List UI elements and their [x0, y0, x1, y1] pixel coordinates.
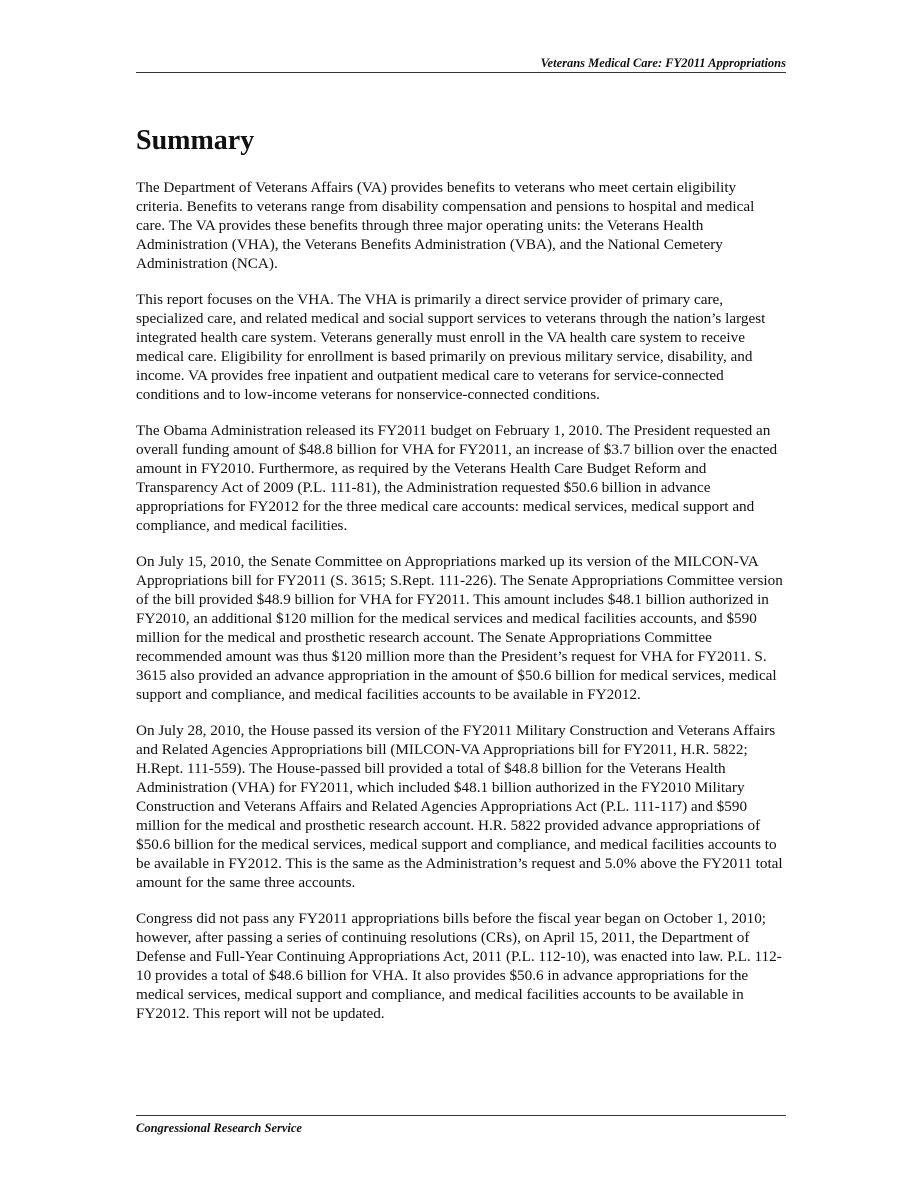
summary-body	[136, 178, 786, 1040]
paragraph-house-action: On July 28, 2010, the House passed its version of the FY2011 Military Construction and Veterans Affairs and Related Agencies Appropriations bill (MILCON-VA Appropriations bill for FY2011, H.R. 5822; H.Rept. 111-559). The House-passed bill provided a total of $48.8 billion for the Veterans Health Administration (VHA) for FY2011, which included $48.1 billion authorized in the FY2010 Military Construction and Veterans Affairs and Related Agencies Appropriations Act (P.L. 111-117) and $590 million for the medical and prosthetic research account. H.R. 5822 provided advance appropriations of $50.6 billion for the medical services, medical support and compliance, and medical facilities accounts to be available in FY2012. This is the same as the Administration’s request and 5.0% above the FY2011 total amount for the same three accounts.	[136, 722, 783, 891]
paragraph-senate-action: On July 15, 2010, the Senate Committee on Appropriations marked up its version of the MILCON-VA Appropriations bill for FY2011 (S. 3615; S.Rept. 111-226). The Senate Appropriations Committee version of the bill provided $48.9 billion for VHA for FY2011. This amount includes $48.1 billion authorized in FY2010, an additional $120 million for the medical services and medical facilities accounts, and $590 million for the medical and prosthetic research account. The Senate Appropriations Committee recommended amount was thus $120 million more than the President’s request for VHA for FY2011. S. 3615 also provided an advance appropriation in the amount of $50.6 billion for medical services, medical support and compliance, and medical facilities accounts to be available in FY2012.	[136, 553, 783, 703]
footer-divider	[136, 1115, 786, 1116]
page-title: Summary	[136, 125, 255, 156]
header-divider	[136, 72, 786, 73]
paragraph-va-overview: The Department of Veterans Affairs (VA) provides benefits to veterans who meet certain eligibility criteria. Benefits to veterans range from disability compensation and pensions to hospital and medical care. The VA provides these benefits through three major operating units: the Veterans Health Administration (VHA), the Veterans Benefits Administration (VBA), and the National Cemetery Administration (NCA).	[136, 179, 755, 272]
paragraph-vha-focus: This report focuses on the VHA. The VHA is primarily a direct service provider of primary care, specialized care, and related medical and social support services to veterans through the nation’s largest integrated health care system. Veterans generally must enroll in the VA health care system to receive medical care. Eligibility for enrollment is based primarily on previous military service, disability, and income. VA provides free inpatient and outpatient medical care to veterans for service-connected conditions and to low-income veterans for nonservice-connected conditions.	[136, 291, 766, 403]
paragraph-president-request: The Obama Administration released its FY2011 budget on February 1, 2010. The President requested an overall funding amount of $48.8 billion for VHA for FY2011, an increase of $3.7 billion over the enacted amount in FY2010. Furthermore, as required by the Veterans Health Care Budget Reform and Transparency Act of 2009 (P.L. 111-81), the Administration requested $50.6 billion in advance appropriations for FY2012 for the three medical care accounts: medical services, medical support and compliance, and medical facilities.	[136, 422, 778, 534]
paragraph-final-action: Congress did not pass any FY2011 appropriations bills before the fiscal year began on October 1, 2010; however, after passing a series of continuing resolutions (CRs), on April 15, 2011, the Department of Defense and Full-Year Continuing Appropriations Act, 2011 (P.L. 112-10), was enacted into law. P.L. 112-10 provides a total of $48.6 billion for VHA. It also provides $50.6 in advance appropriations for the medical services, medical support and compliance, and medical facilities accounts to be available in FY2012. This report will not be updated.	[136, 910, 782, 1022]
running-footer: Congressional Research Service	[136, 1121, 302, 1135]
running-header: Veterans Medical Care: FY2011 Appropriations	[540, 56, 786, 70]
